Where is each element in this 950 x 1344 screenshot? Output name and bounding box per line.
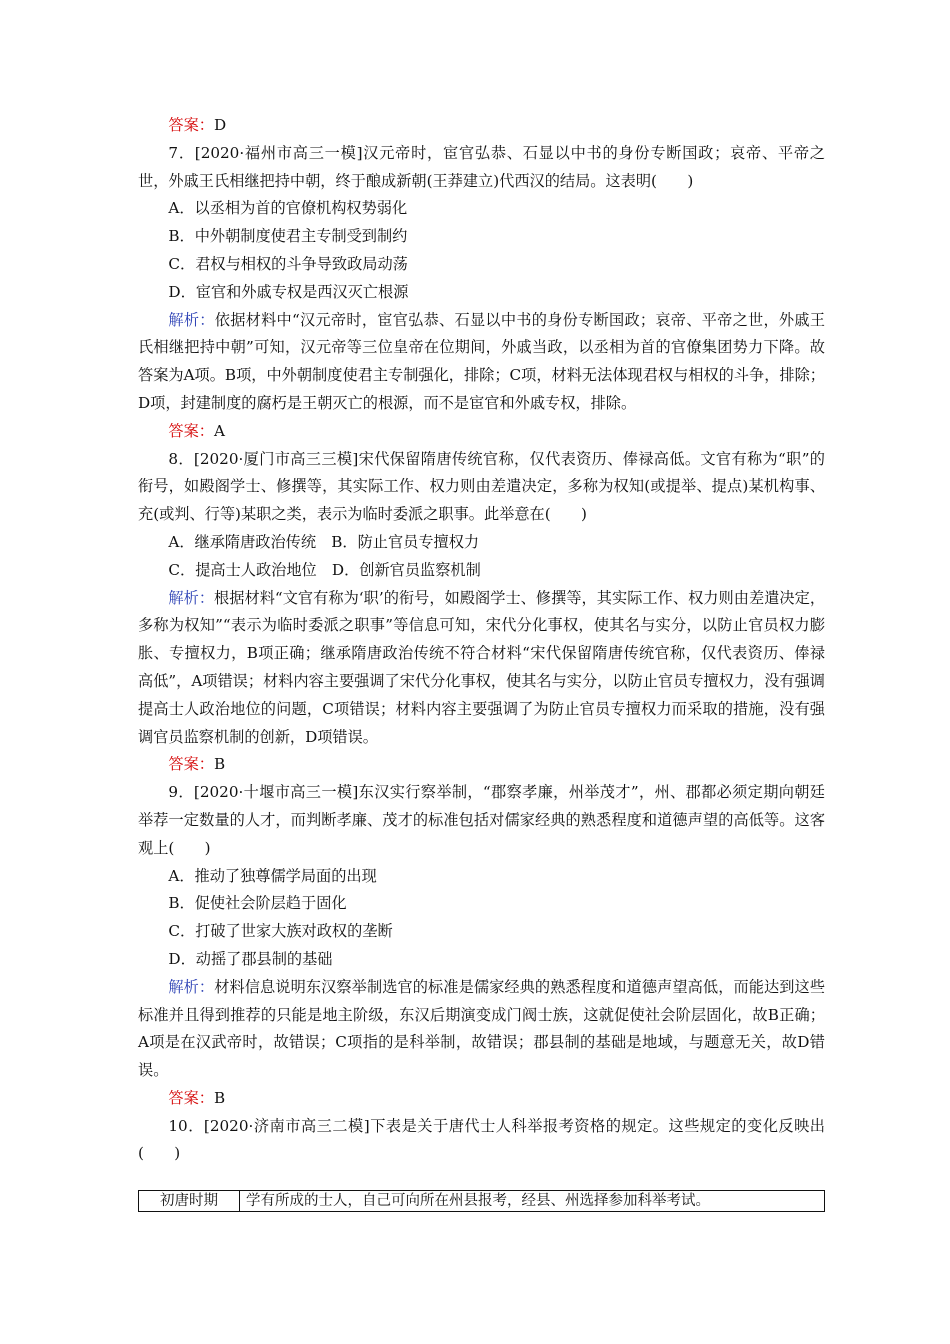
question-8-options-ab: A．继承隋唐政治传统 B．防止官员专擅权力: [168, 532, 480, 551]
question-7-option-c: C．君权与相权的斗争导致政局动荡: [168, 254, 408, 273]
question-10-stem: 10．[2020·济南市高三二模]下表是关于唐代士人科举报考资格的规定。这些规定的变化反映出( ): [138, 1116, 825, 1163]
question-9-option-a: A．推动了独尊儒学局面的出现: [168, 866, 377, 885]
analysis-text: 依据材料中“汉元帝时，宦官弘恭、石显以中书的身份专断国政；哀帝、平帝之世，外戚王氏相继把持中朝”可知，汉元帝等三位皇帝在位期间，外戚当政，以丞相为首的官僚集团势力下降。故答案为A项。B项，中外朝制度使君主专制强化，排除；C项，材料无法体现君权与相权的斗争，排除；D项，封建制度的腐朽是王朝灭亡的根源，而不是宦官和外戚专权，排除。: [138, 310, 826, 412]
question-7-analysis: [138, 307, 825, 418]
answer-value: D: [213, 116, 227, 134]
answer-value: A: [213, 421, 225, 440]
question-7-stem: 7．[2020·福州市高三一模]汉元帝时，宦官弘恭、石显以中书的身份专断国政；哀帝、平帝之世，外戚王氏相继把持中朝，终于酿成新朝(王莽建立)代西汉的结局。这表明( ): [138, 143, 825, 190]
analysis-label: 解析：: [168, 977, 215, 996]
analysis-text: 材料信息说明东汉察举制选官的标准是儒家经典的熟悉程度和道德声望高低，而能达到这些标准并且得到推荐的只能是地主阶级，东汉后期演变成门阀士族，这就促使社会阶层固化，故B正确；A项是在汉武帝时，故错误；C项指的是科举制，故错误；郡县制的基础是地域，与题意无关，故D错误。: [138, 977, 826, 1080]
answer-label: 答案：: [168, 116, 214, 134]
answer-line: [138, 418, 825, 446]
question-8-options-cd: C．提高士人政治地位 D．创新官员监察机制: [168, 560, 481, 579]
question-7-option-d: D．宦官和外戚专权是西汉灭亡根源: [168, 282, 409, 301]
answer-label: 答案：: [168, 421, 214, 440]
analysis-label: 解析：: [168, 588, 215, 607]
qualification-table: [138, 1190, 825, 1212]
table-cell-period: 初唐时期: [139, 1191, 240, 1212]
answer-line: [138, 112, 825, 140]
question-9-option-b: B．促使社会阶层趋于固化: [168, 894, 347, 913]
answer-value: B: [213, 755, 226, 774]
question-9-option-d: D．动摇了郡县制的基础: [168, 949, 333, 968]
question-9-analysis: [138, 974, 825, 1085]
answer-line: [138, 1085, 825, 1113]
table-cell-content: 学有所成的士人，自己可向所在州县报考，经县、州选择参加科举考试。: [240, 1191, 825, 1212]
table-row: [139, 1191, 825, 1212]
analysis-label: 解析：: [168, 310, 215, 329]
document-page: [138, 112, 825, 1212]
question-7-option-b: B．中外朝制度使君主专制受到制约: [168, 227, 408, 246]
answer-label: 答案：: [168, 755, 214, 774]
answer-line: [138, 751, 825, 779]
question-7-option-a: A．以丞相为首的官僚机构权势弱化: [168, 199, 408, 218]
answer-value: B: [213, 1088, 226, 1107]
question-9-stem: 9．[2020·十堰市高三一模]东汉实行察举制，“郡察孝廉，州举茂才”，州、郡都必须定期向朝廷举荐一定数量的人才，而判断孝廉、茂才的标准包括对儒家经典的熟悉程度和道德声望的高低等。这客观上( ): [138, 783, 825, 857]
question-8-stem: 8．[2020·厦门市高三三模]宋代保留隋唐传统官称，仅代表资历、俸禄高低。文官有称为“职”的衔号，如殿阁学士、修撰等，其实际工作、权力则由差遣决定，多称为权知(或提举、提点)某机构事、充(或判、行等)某职之类，表示为临时委派之职事。此举意在( ): [138, 449, 825, 524]
question-9-option-c: C．打破了世家大族对政权的垄断: [168, 922, 393, 941]
answer-label: 答案：: [168, 1088, 214, 1107]
question-8-analysis: [138, 585, 825, 752]
analysis-text: 根据材料“文官有称为‘职’的衔号，如殿阁学士、修撰等，其实际工作、权力则由差遣决定，多称为权知”“表示为临时委派之职事”等信息可知，宋代分化事权，使其名与实分，以防止官员权力膨胀、专擅权力，B项正确；继承隋唐政治传统不符合材料“宋代保留隋唐传统官称，仅代表资历、俸禄高低”，A项错误；材料内容主要强调了宋代分化事权，使其名与实分，以防止官员专擅权力，没有强调提高士人政治地位的问题，C项错误；材料内容主要强调了为防止官员专擅权力而采取的措施，没有强调官员监察机制的创新，D项错误。: [138, 588, 826, 746]
